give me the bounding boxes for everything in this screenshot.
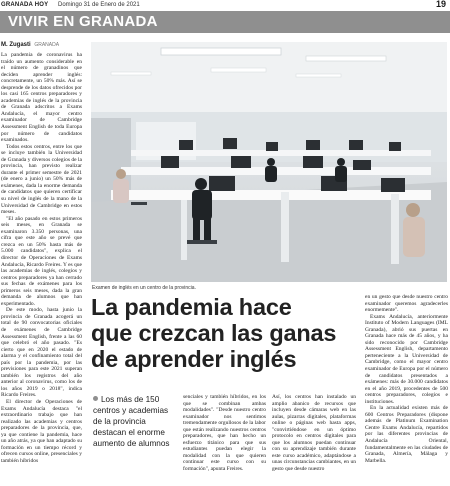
newspaper-brand: GRANADA HOY [1,2,49,8]
bullet-dot-icon [93,396,98,401]
paragraph: en un gesto que desde nuestro centro examinador queremos agradecerles enormemente". [365,294,448,314]
byline-author: M. Zugasti [1,42,31,48]
paragraph: En la actualidad existen más de 600 Centros Preparadores (dispone además de Platinum Examination Centre Exams Andalucía, repartidos por las diferentes provincias de Andalucía Oriental, fundamentalmente en las ciudades de Granada, Almería, Málaga y Marbella. [365,405,448,464]
article-headline [91,294,356,372]
paragraph: Todos estos centros, entre los que se incluye también la Universidad de Granada y diversos colegios de la provincia, han previsto realizar durante el primer semestre de 2021 (de enero a junio) un 50% más de exámenes, dada la enorme demanda de candidatos que quieren certificar su nivel de inglés de la mano de la Universidad de Cambridge en estos meses. [1,143,82,216]
headline-line [91,294,356,320]
paragraph: La pandemia de coronavirus ha traído un aumento considerable en el número de granadinos que deciden aprender inglés: concretamente, un 50% más. Así se desprende de los datos ofrecidos por los casi 165 centros preparadores y academias de inglés de la provincia de Granada adscritos a Exams Andalucía, el mayor centro examinador de Cambridge Assessment English de toda Europa por número de candidatos examinados. [1,52,82,144]
page-header [0,0,450,10]
pull-quote [93,394,178,449]
article-photo [91,42,447,282]
headline-emphasis: inglés [229,346,297,372]
byline [1,42,59,48]
headline-text: hace [232,294,292,320]
issue-date: Domingo 31 de Enero de 2021 [58,2,140,8]
article-column-left [1,52,82,486]
article-column-mid-1 [183,394,266,486]
pull-quote-text: Los más de 150 centros y academias de la provincia destacan el enorme aumento de alumnos [93,395,170,448]
article-column-mid-2 [272,394,356,486]
paragraph: El director de Operaciones de Exams Andalucía destaca "el extraordinario trabajo que han realizado las academias y centros preparadores de la provincia, que, ya que contiene la pandemia, hace un año atrás, ya que han adaptado su formación en un tiempo récord y ofrecen cursos online, presenciales y también híbridos [1,398,82,464]
headline-line: que crezcan las ganas [91,320,337,346]
exam-room-illustration [91,42,447,282]
paragraph: De este modo, hasta junio la provincia de Granada acogerá un total de 90 convocatorias oficiales de exámenes de Cambridge Assessment English, frente a las 60 que celebró el año pasado. "Es cierto que en 2020 el estado de alarma y el confinamiento total del país por la pandemia, por las previsiones para este 2021 superan también los registros del año anterior al coronavirus, como los de los años 2019 o 2018", indica Ricardo Freires. [1,307,82,399]
headline-text: de aprender [91,346,230,372]
article-column-right [365,294,448,486]
paragraph: Exams Andalucía, anteriormente Instituto of Modern Languages (IML Granada), abrió sus puertas en Granada hace más de 45 años, y ha sido reconocido por Cambridge Assessment English, departamento perteneciente a la Universidad de Cambridge, como el mayor centro examinador de Europa por el número de candidatos presentados a exámenes: más de 30.000 candidatos en el año 2019, procedentes de 500 centros preparadores, colegios e instituciones. [365,313,448,405]
headline-emphasis: pandemia [124,294,233,320]
byline-city: GRANADA [34,42,60,48]
section-banner [0,11,450,33]
paragraph: "El año pasado en estos primeros seis meses, en Granada se examinaron 3.350 personas, una cifra que este año se prevé que crezca en un 50% hasta más de 5.000 candidatos", explica el director de Operaciones de Exams Andalucía, Ricardo Freires. Y es que las academias de inglés, colegios y centros preparadores ya han cerrado sus fechas de exámenes para los primeros seis meses, dada la gran demanda de alumnos que han experimentado. [1,215,82,307]
headline-text: La [91,294,125,320]
page-number: 19 [435,0,446,9]
section-title: VIVIR EN GRANADA [8,13,158,30]
paragraph: senciales y también híbridos, en los que se combinan ambas modalidades". "Desde nuestro centro examinador nos sentimos tremendamente orgullosos de la labor que están realizando nuestros centros preparadores, que han hecho un esfuerzo titánico para que sus estudiantes puedan elegir la modalidad con la que quieren continuar este curso con su formación", apunta Freires. [183,394,266,473]
headline-line [91,346,356,372]
paragraph: Así, los centros han instalado un amplio abanico de recursos que incluyen desde cámaras web en las aulas, pizarras digitales, plataformas online o páginas web hasta apps, "convirtiéndose en un óptimo protocolo en centros digitales para que los alumnos puedan continuar con su aprendizaje también durante este curso académico, adaptándose a unas circunstancias cambiantes, en un gesto que desde nuestro [272,394,356,473]
photo-caption: Examen de inglés en un centro de la provincia. [92,285,196,291]
